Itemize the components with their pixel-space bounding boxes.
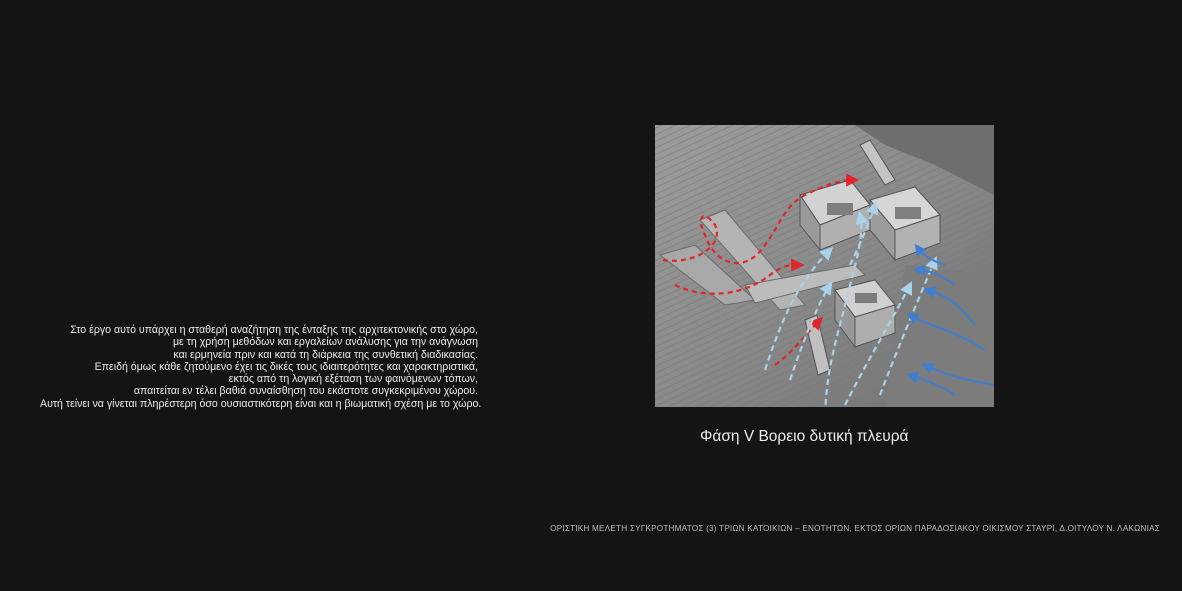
body-text-line: Στο έργο αυτό υπάρχει η σταθερή αναζήτηση της ένταξης της αρχιτεκτονικής στο χώρο,: [70, 324, 478, 336]
figure-caption: Φάση V Βορειο δυτική πλευρά: [700, 428, 909, 445]
site-model-photo: [655, 125, 994, 407]
body-text-line: Αυτή τείνει να γίνεται πληρέστερη όσο ουσιαστικότερη είναι και η βιωματική σχέση με το χώρο.: [40, 397, 482, 410]
body-text-line: και ερμηνεία πριν και κατά τη διάρκεια της συνθετική διαδικασίας.: [173, 348, 478, 361]
body-text-line: Επειδή όμως κάθε ζητούμενο έχει τις δικές τους ιδιαιτερότητες και χαρακτηριστικά,: [94, 360, 478, 373]
body-text: [40, 324, 482, 410]
body-text-line: με τη χρήση μεθόδων και εργαλείων ανάλυσης για την ανάγνωση: [172, 336, 478, 349]
body-text-line: απαιτείται εν τέλει βαθιά συναίσθηση του εκάστοτε συγκεκριμένου χώρου.: [133, 385, 478, 398]
body-text-line: εκτός από τη λογική εξέταση των φαινόμενων τόπων,: [228, 373, 478, 386]
footer-title: ΟΡΙΣΤΙΚΗ ΜΕΛΕΤΗ ΣΥΓΚΡΟΤΗΜΑΤΟΣ (3) ΤΡΙΩΝ ΚΑΤΟΙΚΙΩΝ – ΕΝΟΤΗΤΩΝ, ΕΚΤΟΣ ΟΡΙΩΝ ΠΑΡΑΔΟΣΙΑΚΟΥ ΟΙΚΙΣΜΟΥ ΣΤΑΥΡΙ, Δ.ΟΙΤΥΛΟΥ Ν. ΛΑΚΩΝΙΑΣ: [550, 524, 1160, 533]
site-model-illustration: [655, 125, 994, 407]
